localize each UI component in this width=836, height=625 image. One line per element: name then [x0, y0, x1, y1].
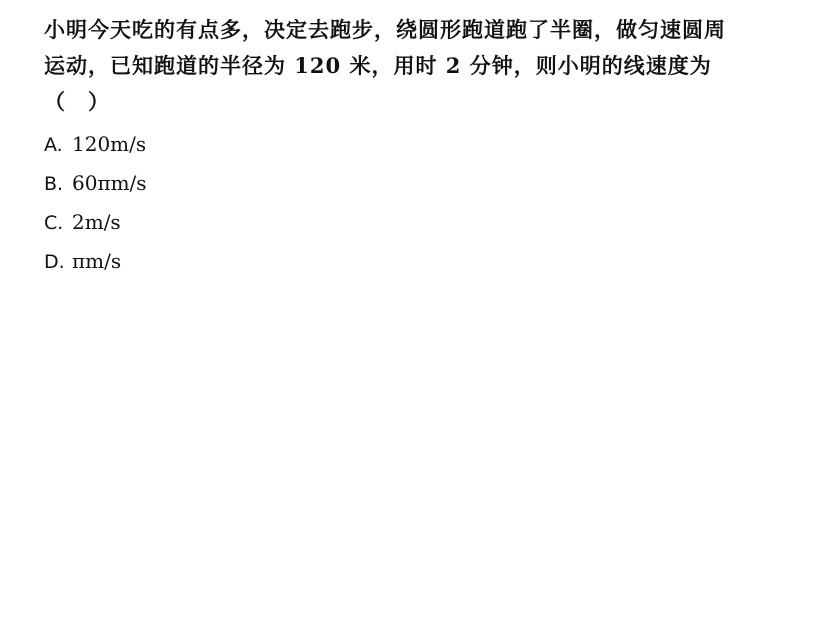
answer-options: [44, 125, 804, 281]
option-a-letter: A.: [44, 134, 63, 156]
option-d[interactable]: [44, 242, 804, 281]
option-b[interactable]: [44, 164, 804, 203]
option-a[interactable]: [44, 125, 804, 164]
question-stem: [44, 12, 804, 120]
option-b-text: 60πm/s: [72, 171, 147, 195]
stem-line-2: 运动，已知跑道的半径为 120 米，用时 2 分钟，则小明的线速度为: [44, 53, 712, 78]
option-d-text: πm/s: [72, 249, 122, 273]
stem-line-1: 小明今天吃的有点多，决定去跑步，绕圆形跑道跑了半圈，做匀速圆周: [44, 17, 726, 42]
option-d-letter: D.: [44, 251, 65, 273]
question-block: [44, 12, 804, 281]
option-b-letter: B.: [44, 173, 64, 195]
option-c-text: 2m/s: [72, 210, 121, 234]
option-c-letter: C.: [44, 212, 64, 234]
option-a-text: 120m/s: [72, 132, 147, 156]
stem-line-3: （ ）: [44, 89, 110, 114]
option-c[interactable]: [44, 203, 804, 242]
